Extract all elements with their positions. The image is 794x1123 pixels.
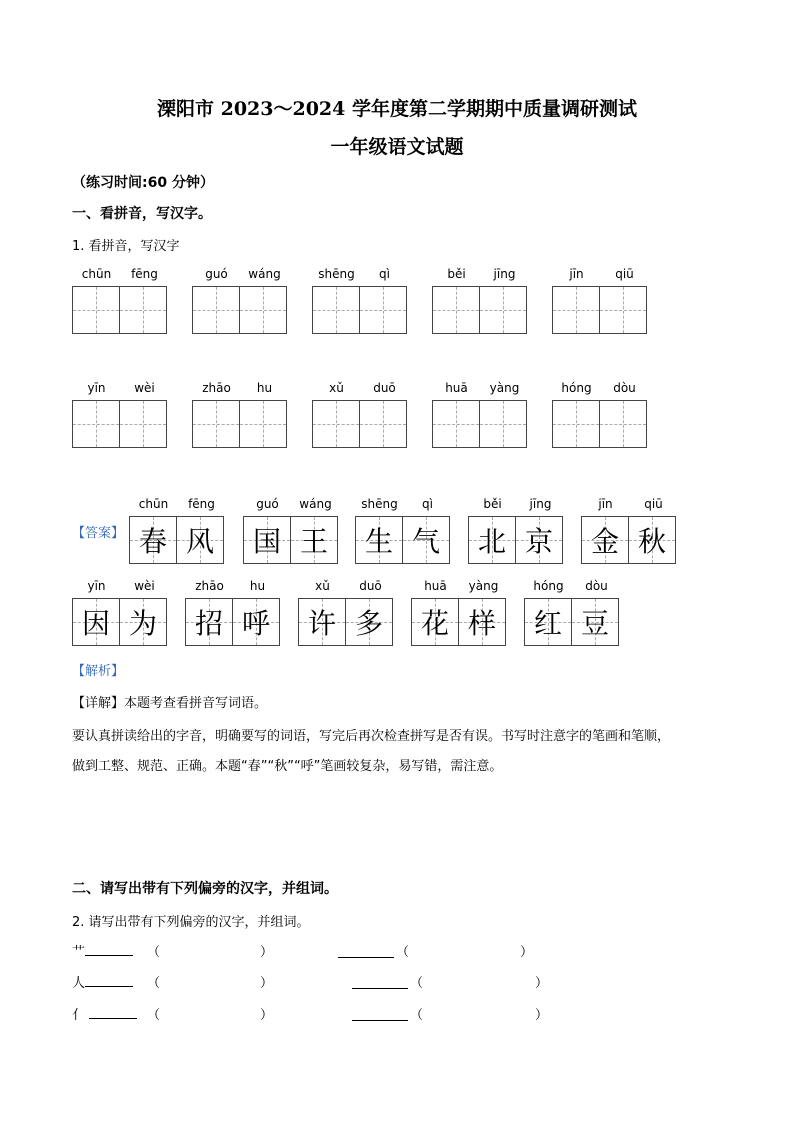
pinyin-label: duō <box>373 381 396 395</box>
answer-character: 招 <box>194 607 223 640</box>
radical-label: 人 <box>72 976 86 991</box>
pinyin-label: wèi <box>134 381 155 395</box>
tian-zi-ge-cell[interactable] <box>192 286 240 334</box>
tian-zi-ge-cell <box>355 516 403 564</box>
tian-zi-ge-cell <box>119 598 167 646</box>
answer-character: 花 <box>420 607 449 640</box>
tian-zi-ge-cell[interactable] <box>479 286 527 334</box>
close-paren: ） <box>520 945 534 960</box>
tian-zi-ge-cell[interactable] <box>552 400 600 448</box>
writing-grid <box>432 400 527 448</box>
tian-zi-ge-cell <box>571 598 619 646</box>
pinyin-label: hóng <box>533 579 564 593</box>
pinyin-label: yīn <box>87 381 106 395</box>
pinyin-label: wáng <box>248 267 281 281</box>
tian-zi-ge-cell[interactable] <box>359 400 407 448</box>
writing-grid <box>432 286 527 334</box>
tian-zi-ge-cell <box>129 516 177 564</box>
answer-character: 北 <box>477 525 506 558</box>
tian-zi-ge-cell[interactable] <box>72 286 120 334</box>
writing-grid <box>72 400 167 448</box>
pinyin-label: duō <box>359 579 382 593</box>
pinyin-label: xǔ <box>315 579 330 593</box>
tian-zi-ge-cell[interactable] <box>312 400 360 448</box>
tian-zi-ge-cell <box>290 516 338 564</box>
tian-zi-ge-cell[interactable] <box>432 286 480 334</box>
tian-zi-ge-cell <box>176 516 224 564</box>
answer-character: 呼 <box>241 607 270 640</box>
writing-grid <box>312 286 407 334</box>
page-subtitle: 一年级语文试题 <box>330 136 464 158</box>
writing-grid <box>72 286 167 334</box>
time-note: （练习时间:60 分钟） <box>72 175 214 191</box>
tian-zi-ge-cell[interactable] <box>552 286 600 334</box>
tian-zi-ge-cell[interactable] <box>312 286 360 334</box>
pinyin-label: zhāo <box>195 579 224 593</box>
answer-character: 许 <box>307 607 336 640</box>
answer-grid <box>72 598 167 646</box>
answer-character: 王 <box>299 525 328 558</box>
tian-zi-ge-cell[interactable] <box>479 400 527 448</box>
answer-character: 为 <box>128 607 157 640</box>
explain-line-2: 做到工整、规范、正确。本题“春”“秋”“呼”笔画较复杂，易写错，需注意。 <box>72 759 503 774</box>
pinyin-label: guó <box>256 497 279 511</box>
pinyin-label: xǔ <box>329 381 344 395</box>
pinyin-label: qiū <box>615 267 634 281</box>
open-paren: （ <box>147 1008 161 1023</box>
section2-heading: 二、请写出带有下列偏旁的汉字，并组词。 <box>72 881 338 897</box>
answer-character: 京 <box>524 525 553 558</box>
section1-heading: 一、看拼音，写汉字。 <box>72 206 212 222</box>
answer-blank[interactable] <box>352 972 408 989</box>
tian-zi-ge-cell <box>468 516 516 564</box>
answer-label: 【答案】 <box>72 526 125 541</box>
pinyin-label: běi <box>447 267 466 281</box>
pinyin-label: huā <box>445 381 468 395</box>
pinyin-label: dòu <box>613 381 636 395</box>
answer-character: 生 <box>364 525 393 558</box>
pinyin-label: fēng <box>131 267 158 281</box>
question-2: 2. 请写出带有下列偏旁的汉字，并组词。 <box>72 915 310 930</box>
answer-blank[interactable] <box>352 1004 408 1021</box>
page-title: 溧阳市 2023～2024 学年度第二学期期中质量调研测试 <box>157 98 637 120</box>
answer-character: 春 <box>138 525 167 558</box>
answer-grid <box>355 516 450 564</box>
pinyin-label: jīng <box>493 267 516 281</box>
pinyin-label: jīn <box>569 267 584 281</box>
tian-zi-ge-cell[interactable] <box>599 400 647 448</box>
pinyin-label: chūn <box>81 267 112 281</box>
pinyin-label: yàng <box>468 579 499 593</box>
radical-row <box>72 972 133 991</box>
pinyin-label: wèi <box>134 579 155 593</box>
answer-grid <box>185 598 280 646</box>
open-paren: （ <box>410 976 424 991</box>
answer-grid <box>581 516 676 564</box>
analysis-label: 【解析】 <box>72 664 125 679</box>
tian-zi-ge-cell <box>232 598 280 646</box>
tian-zi-ge-cell[interactable] <box>239 286 287 334</box>
pinyin-label: yàng <box>489 381 520 395</box>
pinyin-label: huā <box>424 579 447 593</box>
tian-zi-ge-cell <box>402 516 450 564</box>
answer-grid <box>468 516 563 564</box>
answer-grid <box>298 598 393 646</box>
tian-zi-ge-cell <box>185 598 233 646</box>
pinyin-label: qiū <box>644 497 663 511</box>
answer-grid <box>243 516 338 564</box>
radical-row <box>72 941 133 960</box>
pinyin-label: hu <box>249 579 266 593</box>
open-paren: （ <box>410 1008 424 1023</box>
answer-character: 因 <box>81 607 110 640</box>
pinyin-label: hu <box>256 381 273 395</box>
pinyin-label: jīng <box>529 497 552 511</box>
pinyin-label: shēng <box>361 497 398 511</box>
pinyin-label: zhāo <box>202 381 231 395</box>
pinyin-label: dòu <box>585 579 608 593</box>
tian-zi-ge-cell <box>411 598 459 646</box>
answer-character: 多 <box>354 607 383 640</box>
writing-grid <box>552 286 647 334</box>
pinyin-label: qì <box>422 497 433 511</box>
close-paren: ） <box>260 945 274 960</box>
answer-blank[interactable] <box>85 986 133 987</box>
answer-character: 样 <box>467 607 496 640</box>
tian-zi-ge-cell[interactable] <box>432 400 480 448</box>
tian-zi-ge-cell <box>345 598 393 646</box>
close-paren: ） <box>260 976 274 991</box>
explain-line-1: 要认真拼读给出的字音，明确要写的词语，写完后再次检查拼写是否有误。书写时注意字的笔画和笔顺， <box>72 729 671 744</box>
pinyin-label: wáng <box>299 497 332 511</box>
writing-grid <box>312 400 407 448</box>
answer-blank[interactable] <box>89 1018 137 1019</box>
answer-character: 秋 <box>637 525 666 558</box>
tian-zi-ge-cell <box>72 598 120 646</box>
radical-row <box>72 1004 137 1023</box>
pinyin-label: běi <box>483 497 502 511</box>
answer-character: 风 <box>185 525 214 558</box>
writing-grid <box>552 400 647 448</box>
pinyin-label: yīn <box>87 579 106 593</box>
writing-grid <box>192 286 287 334</box>
pinyin-label: fēng <box>188 497 215 511</box>
answer-character: 气 <box>411 525 440 558</box>
answer-grid <box>129 516 224 564</box>
radical-label: 艹 <box>72 945 86 960</box>
tian-zi-ge-cell <box>515 516 563 564</box>
pinyin-label: guó <box>205 267 228 281</box>
answer-character: 豆 <box>580 607 609 640</box>
tian-zi-ge-cell[interactable] <box>119 286 167 334</box>
tian-zi-ge-cell <box>458 598 506 646</box>
pinyin-label: jīn <box>598 497 613 511</box>
pinyin-label: chūn <box>138 497 169 511</box>
pinyin-label: hóng <box>561 381 592 395</box>
answer-grid <box>411 598 506 646</box>
question-1: 1. 看拼音，写汉字 <box>72 239 180 254</box>
close-paren: ） <box>535 1008 549 1023</box>
tian-zi-ge-cell <box>628 516 676 564</box>
tian-zi-ge-cell <box>243 516 291 564</box>
answer-blank[interactable] <box>85 955 133 956</box>
tian-zi-ge-cell[interactable] <box>119 400 167 448</box>
tian-zi-ge-cell <box>581 516 629 564</box>
tian-zi-ge-cell[interactable] <box>192 400 240 448</box>
close-paren: ） <box>535 976 549 991</box>
open-paren: （ <box>147 976 161 991</box>
tian-zi-ge-cell[interactable] <box>72 400 120 448</box>
tian-zi-ge-cell[interactable] <box>239 400 287 448</box>
answer-character: 国 <box>252 525 281 558</box>
answer-blank[interactable] <box>338 941 394 958</box>
close-paren: ） <box>260 1008 274 1023</box>
open-paren: （ <box>147 945 161 960</box>
detail-text: 【详解】本题考查看拼音写词语。 <box>72 696 268 711</box>
radical-label: 亻 <box>72 1008 86 1023</box>
writing-grid <box>192 400 287 448</box>
pinyin-label: qì <box>379 267 390 281</box>
tian-zi-ge-cell[interactable] <box>359 286 407 334</box>
tian-zi-ge-cell[interactable] <box>599 286 647 334</box>
answer-character: 金 <box>590 525 619 558</box>
open-paren: （ <box>396 945 410 960</box>
tian-zi-ge-cell <box>524 598 572 646</box>
pinyin-label: shēng <box>318 267 355 281</box>
tian-zi-ge-cell <box>298 598 346 646</box>
answer-grid <box>524 598 619 646</box>
answer-character: 红 <box>533 607 562 640</box>
